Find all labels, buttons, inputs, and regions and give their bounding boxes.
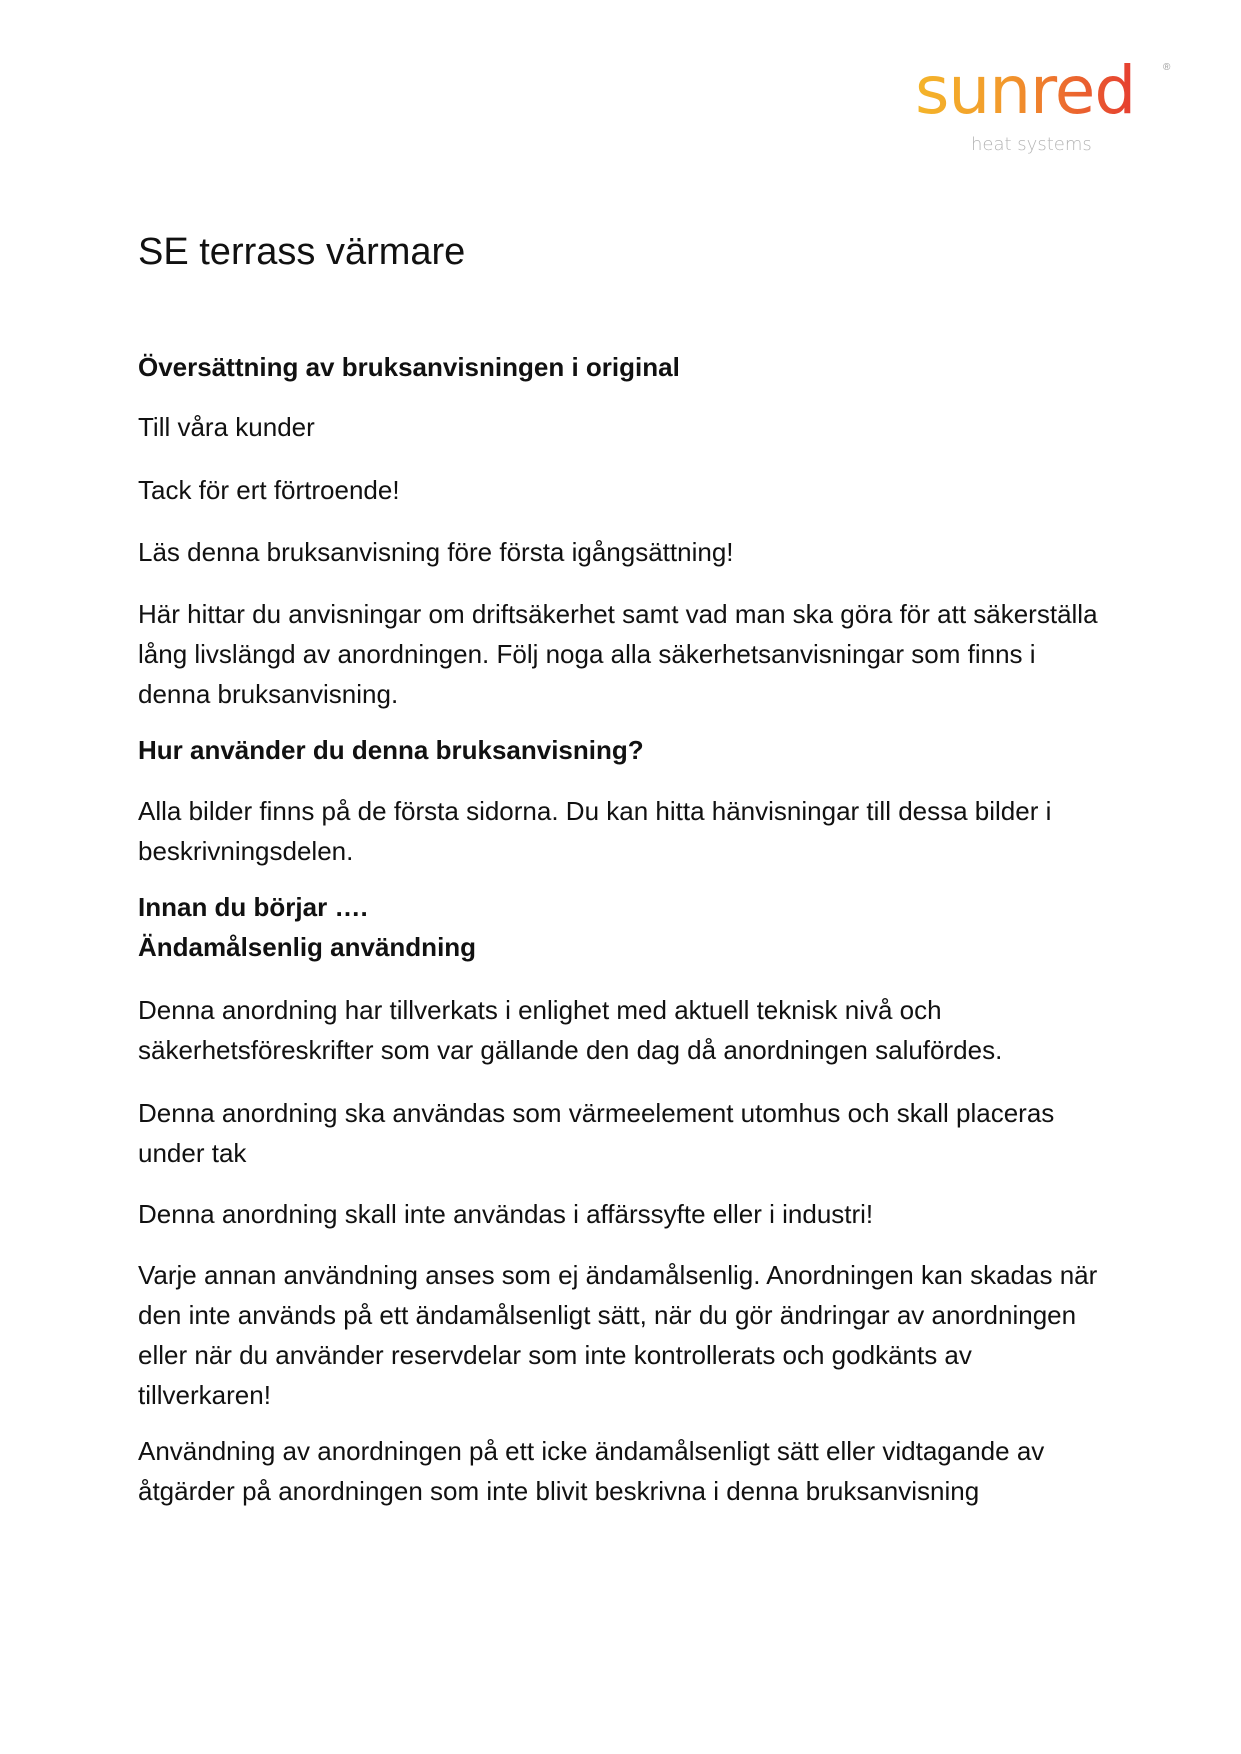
paragraph-non-intended: Användning av anordningen på ett icke ändamålsenligt sätt eller vidtagande av åtgärder på anordningen som inte blivit beskrivna i denna bruksanvisning <box>138 1436 1045 1506</box>
heading-translation: Översättning av bruksanvisningen i original <box>138 352 680 382</box>
heading-how-to-use: Hur använder du denna bruksanvisning? <box>138 735 644 765</box>
paragraph-safety-info: Här hittar du anvisningar om driftsäkerhet samt vad man ska göra för att säkerställa lång livslängd av anordningen. Följ noga alla säkerhetsanvisningar som finns i denna bruksanvisning. <box>138 599 1098 709</box>
logo-wordmark: sunred <box>915 52 1136 129</box>
paragraph-no-commercial: Denna anordning skall inte användas i affärssyfte eller i industri! <box>138 1199 874 1229</box>
heading-intended-use: Ändamålsenlig användning <box>138 932 477 962</box>
logo-tagline: heat systems <box>971 134 1092 155</box>
document-body <box>138 347 1108 1511</box>
page-title: SE terrass värmare <box>138 231 466 273</box>
paragraph-images: Alla bilder finns på de första sidorna. Du kan hitta hänvisningar till dessa bilder i beskrivningsdelen. <box>138 796 1052 866</box>
brand-logo <box>915 52 1175 158</box>
heading-before-start: Innan du börjar …. <box>138 892 368 922</box>
paragraph-thanks: Tack för ert förtroende! <box>138 475 400 505</box>
paragraph-outdoor-use: Denna anordning ska användas som värmeelement utomhus och skall placeras under tak <box>138 1098 1055 1168</box>
paragraph-customers: Till våra kunder <box>138 412 315 442</box>
logo-registered-mark: ® <box>1163 62 1171 73</box>
paragraph-read-first: Läs denna bruksanvisning före första igångsättning! <box>138 537 734 567</box>
paragraph-improper-use: Varje annan användning anses som ej ändamålsenlig. Anordningen kan skadas när den inte används på ett ändamålsenligt sätt, när du gör ändringar av anordningen eller när du använder reservdelar som inte kontrollerats och godkänts av tillverkaren! <box>138 1260 1098 1410</box>
paragraph-manufactured: Denna anordning har tillverkats i enlighet med aktuell teknisk nivå och säkerhetsföreskrifter som var gällande den dag då anordningen salufördes. <box>138 995 1003 1065</box>
